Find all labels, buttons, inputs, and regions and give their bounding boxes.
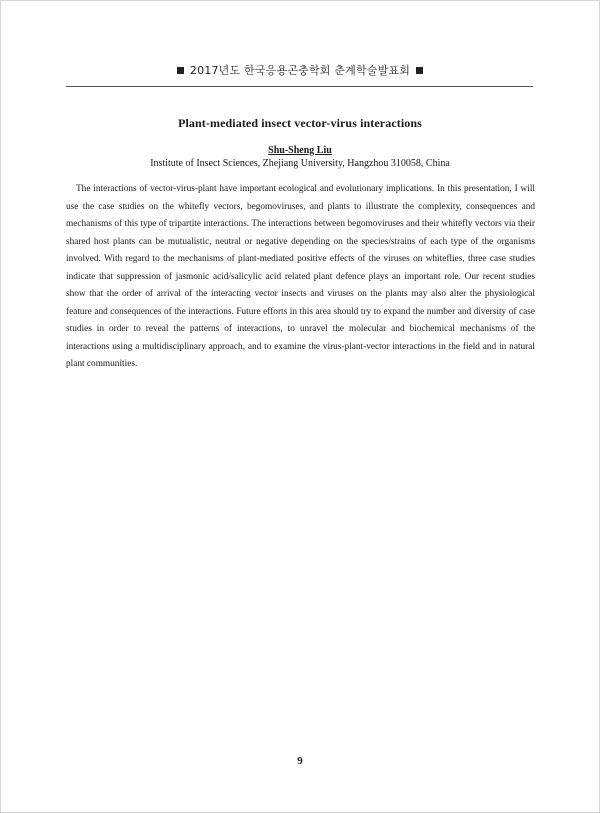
- running-header: [0, 62, 600, 78]
- abstract-body: The interactions of vector-virus-plant have important ecological and evolutionary implications. In this presentation, I will use the case studies on the whitefly vectors, begomoviruses, and plants to illustrate the complexity, consequences and mechanisms of this type of tripartite interactions. The interactions between begomoviruses and their whitefly vectors via their shared host plants can be mutualistic, neutral or negative depending on the species/strains of each type of the organisms involved. With regard to the mechanisms of plant-mediated positive effects of the viruses on whiteflies, three case studies indicate that suppression of jasmonic acid/salicylic acid related plant defence plays an important role. Our recent studies show that the order of arrival of the interacting vector insects and viruses on the plants may also alter the physiological feature and consequences of the interactions. Future efforts in this area should try to expand the number and diversity of case studies in order to reveal the patterns of interactions, to unravel the molecular and biochemical mechanisms of the interactions using a multidisciplinary approach, and to examine the virus-plant-vector interactions in the field and in natural plant communities.: [66, 184, 535, 369]
- paper-title: Plant-mediated insect vector-virus interactions: [178, 116, 422, 130]
- header-divider: [66, 86, 533, 87]
- page-number: 9: [297, 755, 303, 767]
- square-bullet-icon: [177, 67, 184, 74]
- square-bullet-icon: [416, 67, 423, 74]
- author-affiliation: Institute of Insect Sciences, Zhejiang University, Hangzhou 310058, China: [150, 158, 450, 169]
- running-header-text: 2017년도 한국응용곤충학회 춘계학술발표회: [189, 64, 411, 77]
- paper-author: Shu-Sheng Liu: [268, 145, 332, 156]
